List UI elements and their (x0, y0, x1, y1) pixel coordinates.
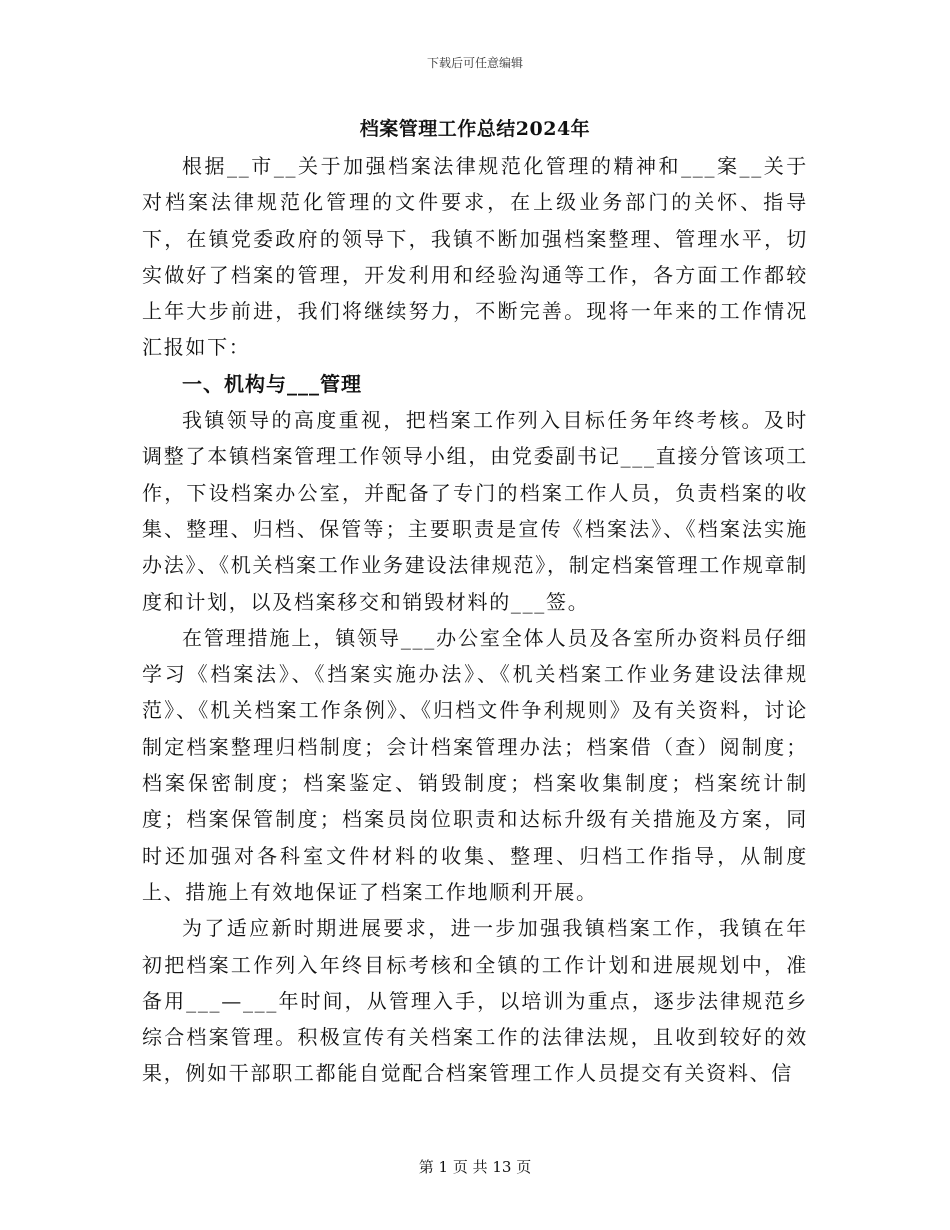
paragraph-management-measures: 在管理措施上，镇领导___办公室全体人员及各室所办资料员仔细学习《档案法》、《挡案实施办法》、《机关档案工作业务建设法律规范》、《机关档案工作条例》、《归档文件争利规则》及有关资料，讨论制定档案整理归档制度；会计档案管理办法；档案借（查）阅制度；档案保密制度；档案鉴定、销毁制度；档案收集制度；档案统计制度；档案保管制度；档案员岗位职责和达标升级有关措施及方案，同时还加强对各科室文件材料的收集、整理、归档工作指导，从制度上、措施上有效地保证了档案工作地顺利开展。 (142, 625, 808, 904)
paragraph-development-plan: 为了适应新时期进展要求，进一步加强我镇档案工作，我镇在年初把档案工作列入年终目标考核和全镇的工作计划和进展规划中，准备用___—___年时间，从管理入手，以培训为重点，逐步法律规范乡综合档案管理。积极宣传有关档案工作的法律法规，且收到较好的效果，例如干部职工都能自觉配合档案管理工作人员提交有关资料、信 (142, 916, 808, 1086)
document-body (142, 148, 808, 1092)
page-number: 第 1 页 共 13 页 (418, 1158, 532, 1176)
section-heading: 一、机构与___管理 (182, 371, 362, 396)
paragraph-organization: 我镇领导的高度重视，把档案工作列入目标任务年终考核。及时调整了本镇档案管理工作领导小组，由党委副书记___直接分管该项工作，下设档案办公室，并配备了专门的档案工作人员，负责档案的收集、整理、归档、保管等；主要职责是宣传《档案法》、《档案法实施办法》、《机关档案工作业务建设法律规范》，制定档案管理工作规章制度和计划，以及档案移交和销毁材料的___签。 (142, 408, 808, 614)
document-title: 档案管理工作总结2024年 (359, 118, 591, 140)
paragraph-intro: 根据__市__关于加强档案法律规范化管理的精神和___案__关于对档案法律规范化管理的文件要求，在上级业务部门的关怀、指导下，在镇党委政府的领导下，我镇不断加强档案整理、管理水平，切实做好了档案的管理，开发利用和经验沟通等工作，各方面工作都较上年大步前进，我们将继续努力，不断完善。现将一年来的工作情况汇报如下： (142, 154, 808, 360)
header-note: 下载后可任意编辑 (426, 56, 523, 70)
